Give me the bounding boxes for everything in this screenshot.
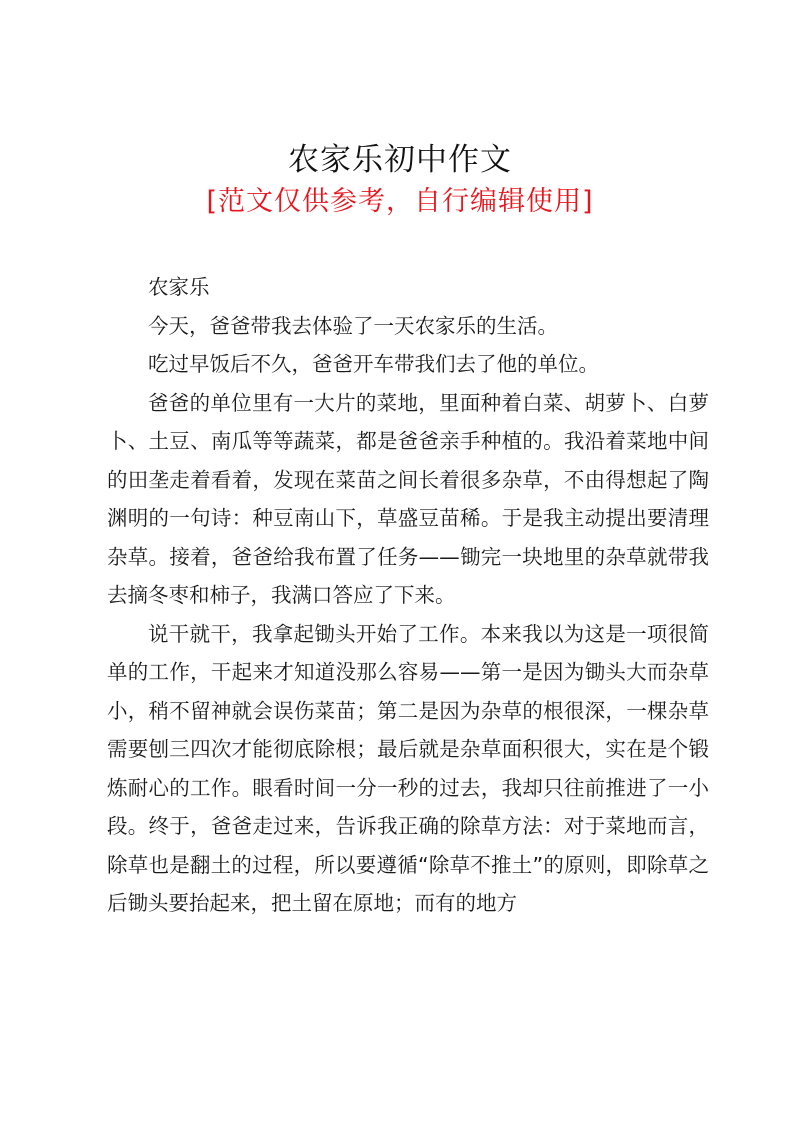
essay-body (107, 268, 709, 923)
essay-paragraph: 说干就干，我拿起锄头开始了工作。本来我以为这是一项很简单的工作，干起来才知道没那么容易——第一是因为锄头大而杂草小，稍不留神就会误伤菜苗；第二是因为杂草的根很深，一棵杂草需要刨三四次才能彻底除根；最后就是杂草面积很大，实在是个锻炼耐心的工作。眼看时间一分一秒的过去，我却只往前推进了一小段。终于，爸爸走过来，告诉我正确的除草方法：对于菜地而言，除草也是翻土的过程，所以要遵循“除草不推土”的原则，即除草之后锄头要抬起来，把土留在原地；而有的地方 (107, 621, 709, 915)
page-title: 农家乐初中作文 (288, 142, 512, 178)
page-subtitle: [范文仅供参考，自行编辑使用] (206, 186, 594, 217)
essay-heading-paragraph: 农家乐 (148, 275, 210, 299)
essay-paragraph: 今天，爸爸带我去体验了一天农家乐的生活。 (148, 313, 558, 338)
essay-paragraph: 爸爸的单位里有一大片的菜地，里面种着白菜、胡萝卜、白萝卜、土豆、南瓜等等蔬菜，都是爸爸亲手种植的。我沿着菜地中间的田垄走着看着，发现在菜苗之间长着很多杂草，不由得想起了陶渊明的一句诗：种豆南山下，草盛豆苗稀。于是我主动提出要清理杂草。接着，爸爸给我布置了任务——锄完一块地里的杂草就带我去摘冬枣和柿子，我满口答应了下来。 (107, 390, 709, 607)
essay-paragraph: 吃过早饭后不久，爸爸开车带我们去了他的单位。 (148, 352, 599, 376)
